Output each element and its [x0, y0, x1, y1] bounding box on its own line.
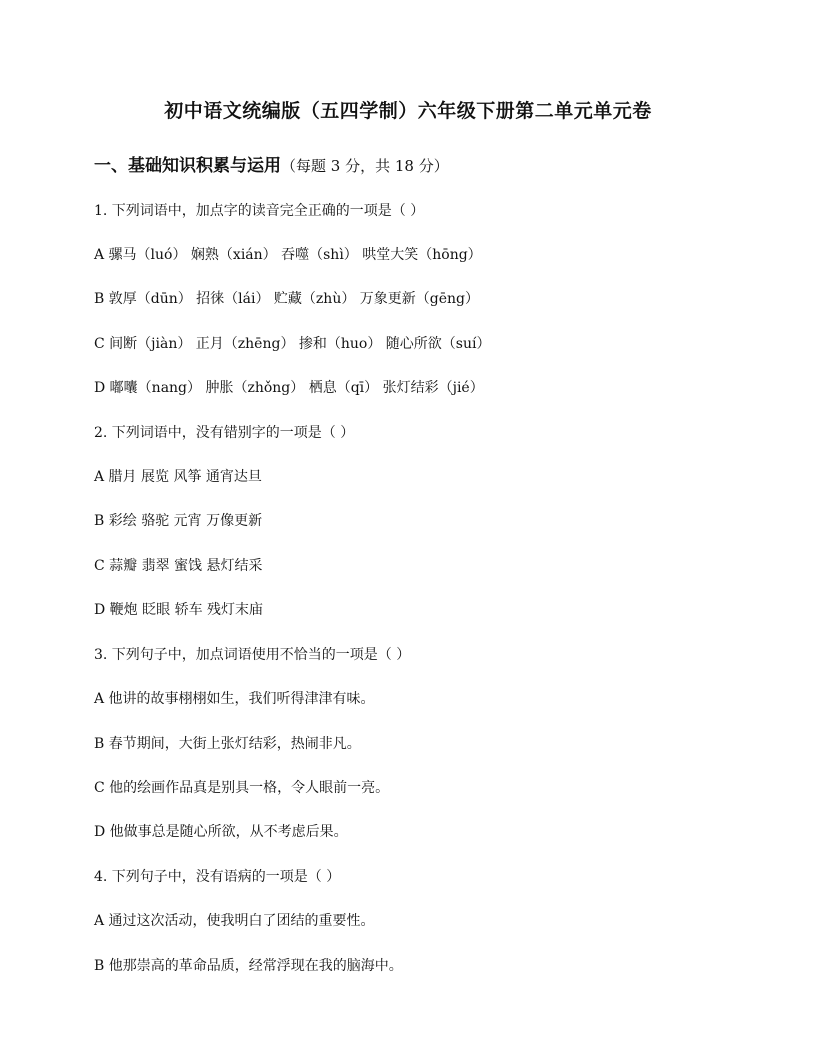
section-heading-text: 一、基础知识积累与运用: [94, 156, 281, 176]
question-4-stem: 4. 下列句子中，没有语病的一项是（ ）: [94, 869, 341, 885]
document-title: 初中语文统编版（五四学制）六年级下册第二单元单元卷: [164, 100, 652, 122]
question-2-option-c: C 蒜瓣 翡翠 蜜饯 悬灯结采: [94, 558, 263, 574]
section-score: （每题 3 分，共 18 分）: [281, 157, 449, 175]
question-2-option-d: D 鞭炮 眨眼 轿车 残灯末庙: [94, 602, 264, 618]
question-3-option-a: A 他讲的故事栩栩如生，我们听得津津有味。: [94, 691, 375, 707]
question-3-option-b: B 春节期间，大街上张灯结彩，热闹非凡。: [94, 736, 361, 752]
question-4-option-b: B 他那崇高的革命品质，经常浮现在我的脑海中。: [94, 958, 403, 974]
question-1-stem: 1. 下列词语中，加点字的读音完全正确的一项是（ ）: [94, 203, 425, 219]
question-1-option-b: B 敦厚（dūn） 招徕（lái） 贮藏（zhù） 万象更新（gēng）: [94, 291, 480, 307]
question-2-stem: 2. 下列词语中，没有错别字的一项是（ ）: [94, 425, 355, 441]
question-2-option-b: B 彩绘 骆驼 元宵 万像更新: [94, 513, 263, 529]
question-1-option-a: A 骡马（luó） 娴熟（xián） 吞噬（shì） 哄堂大笑（hōng）: [94, 247, 482, 263]
question-1-option-d: D 嘟囔（nang） 肿胀（zhǒng） 栖息（qī） 张灯结彩（jié）: [94, 380, 484, 396]
question-3-option-c: C 他的绘画作品真是别具一格，令人眼前一亮。: [94, 780, 390, 796]
question-1-option-c: C 间断（jiàn） 正月（zhēng） 掺和（huo） 随心所欲（suí）: [94, 336, 491, 352]
question-3-stem: 3. 下列句子中，加点词语使用不恰当的一项是（ ）: [94, 647, 411, 663]
question-4-option-a: A 通过这次活动，使我明白了团结的重要性。: [94, 913, 375, 929]
question-2-option-a: A 腊月 展览 风筝 通宵达旦: [94, 469, 262, 485]
section-heading: [94, 151, 449, 176]
question-3-option-d: D 他做事总是随心所欲，从不考虑后果。: [94, 824, 348, 840]
